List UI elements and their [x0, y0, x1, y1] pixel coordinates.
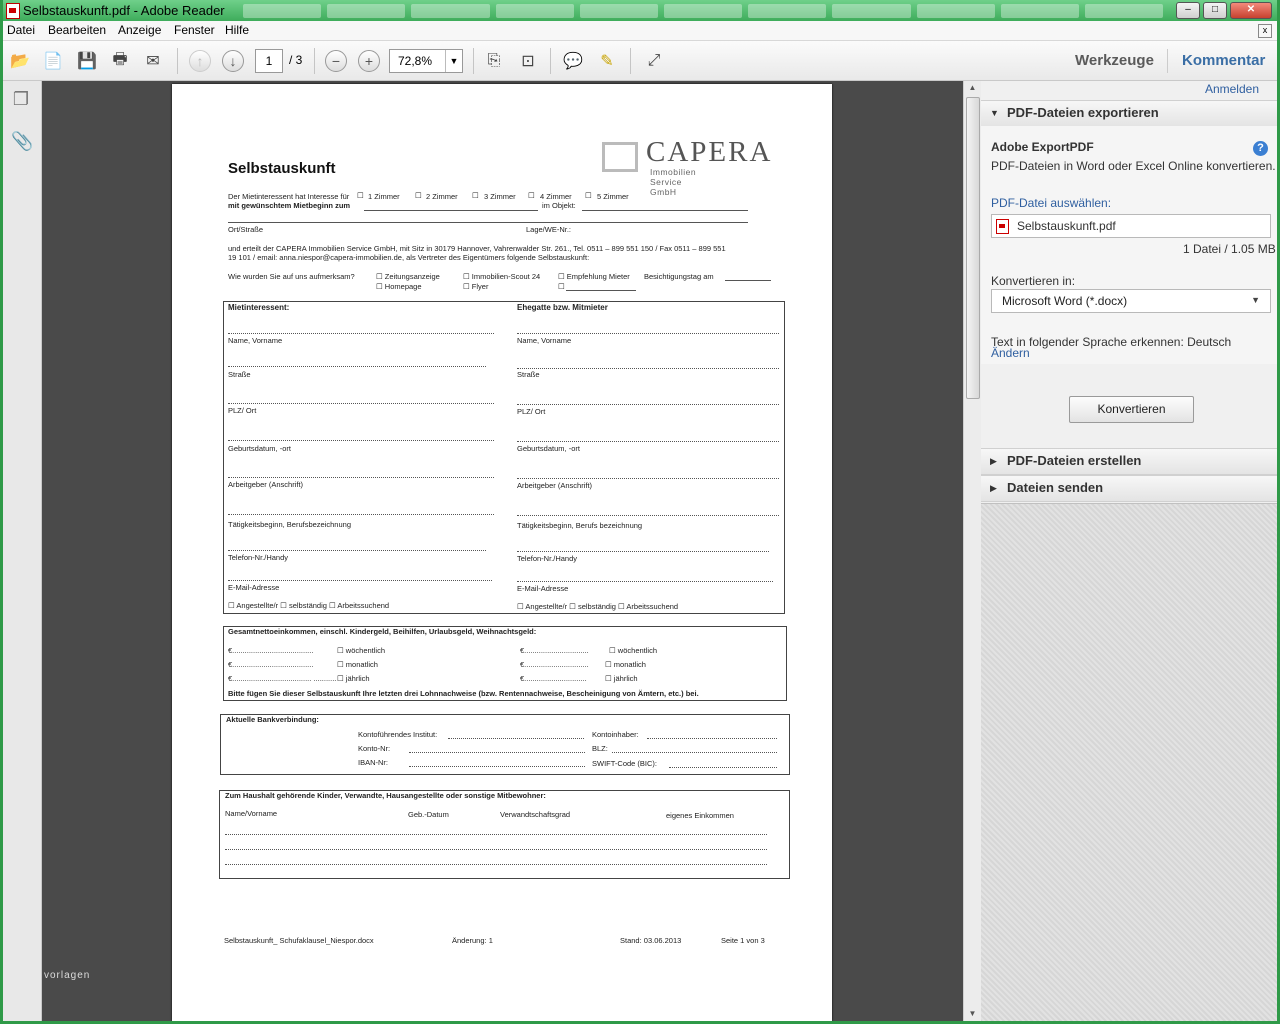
- maximize-button[interactable]: □: [1203, 2, 1227, 19]
- zoom-out-icon[interactable]: −: [325, 50, 347, 72]
- title-bar: [3, 0, 1277, 22]
- app-window: [3, 0, 1277, 1021]
- minimize-button[interactable]: –: [1176, 2, 1200, 19]
- comment-icon[interactable]: 💬: [563, 53, 583, 70]
- selected-file[interactable]: Selbstauskunft.pdf: [991, 214, 1271, 238]
- create-pdf-icon[interactable]: 📄: [43, 53, 63, 70]
- file-info: 1 Datei / 1.05 MB: [1183, 242, 1276, 256]
- export-description: PDF-Dateien in Word oder Excel Online konvertieren.: [991, 159, 1276, 173]
- zoom-value: 72,8%: [398, 54, 433, 68]
- page-total: / 3: [289, 53, 303, 67]
- scroll-down-icon[interactable]: ▼: [968, 1009, 977, 1018]
- scroll-up-icon[interactable]: ▲: [968, 83, 977, 92]
- anmelden-link[interactable]: Anmelden: [1204, 82, 1259, 96]
- navigation-pane: [3, 81, 42, 1021]
- menu-fenster[interactable]: Fenster: [174, 23, 215, 37]
- pdf-app-icon: [6, 3, 20, 19]
- chevron-down-icon[interactable]: ▼: [445, 50, 462, 72]
- zoom-select[interactable]: [389, 49, 463, 73]
- print-icon[interactable]: 🖶: [112, 50, 128, 68]
- fullscreen-icon[interactable]: ⤢: [647, 52, 661, 69]
- window-title: Selbstauskunft.pdf - Adobe Reader: [23, 3, 225, 18]
- convert-button[interactable]: Konvertieren: [1069, 396, 1194, 423]
- fit-page-icon[interactable]: ⎘: [487, 52, 501, 69]
- create-section-header[interactable]: ▶ PDF-Dateien erstellen: [981, 448, 1277, 475]
- open-icon[interactable]: 📂: [10, 53, 30, 70]
- document-title: Selbstauskunft: [228, 160, 336, 177]
- triangle-down-icon: ▼: [990, 108, 999, 118]
- export-title: Adobe ExportPDF: [991, 140, 1094, 154]
- attachment-icon[interactable]: 📎: [11, 131, 34, 151]
- menu-hilfe[interactable]: Hilfe: [225, 23, 250, 37]
- page-number-input[interactable]: 1: [255, 49, 283, 73]
- select-pdf-label: PDF-Datei auswählen:: [991, 196, 1112, 210]
- menu-bar: [3, 21, 1277, 41]
- prev-page-icon[interactable]: ↑: [189, 50, 211, 72]
- convert-to-label: Konvertieren in:: [991, 274, 1076, 288]
- watermark-text: vorlagen: [44, 970, 91, 981]
- send-section-header[interactable]: ▶ Dateien senden: [981, 475, 1277, 502]
- convert-format-select[interactable]: Microsoft Word (*.docx) ▼: [991, 289, 1271, 313]
- triangle-right-icon: ▶: [990, 456, 997, 466]
- pages-icon[interactable]: ❐: [12, 89, 30, 109]
- save-icon[interactable]: 💾: [77, 53, 97, 70]
- pdf-page: Selbstauskunft CAPERA Immobilien Service GmbH Der Mietinteressent hat Interesse für 1 Zimmer 2 Zimmer 3 Zimmer 4 Zimmer 5 Zimmer ☐ ☐ ☐ ☐ ☐ mit gewünschtem Mietbeginn zum im Objekt: Ort/Straße Lage/WE-Nr.: und erteilt der CAPERA Immobilien Service GmbH, mit Sitz in 30179 Hannover, Vahrenwalder Str. 261., Tel. 0511 – 899 551 150 / Fax 0511 – 899 551 19 101 / email: anna.niespor@capera-immobilien.de, als Vertreter des Eigentümers folgende Selbstauskunft: Wie wurden Sie auf uns aufmerksam? ☐ Zeitungsanzeige ☐ Immobilien-Scout 24 ☐ Empfehlung Mieter Besichtigungstag am ☐ Homepage ☐ Flyer ☐ Mietinteressent: Ehegatte bzw. Mitmieter Name, Vorname Name, Vorname Straße Straße PLZ/ Ort PLZ/ Ort Geburtsdatum, -ort Geburtsdatum, -ort Arbeitgeber (Anschrift) Arbeitgeber (Anschrift) Tätigkeitsbeginn, Berufsbezeichnung Tätigkeitsbeginn, Berufs bezeichnung Telefon-Nr./Handy Telefon-Nr./Handy E-Mail-Adresse E-Mail-Adresse ☐ Angestellte/r ☐ selbständig ☐ Arbeitssuchend ☐ Angestellte/r ☐ selbständig ☐ Arbeitssuchend Gesamtnettoeinkommen, einschl. Kindergeld, Beihilfen, Urlaubsgeld, Weihnachtsgeld: €....................................... €....................................... €...................................... ........... ☐ wöchentlich ☐ monatlich ☐ jährlich €............................... €............................... €.............................. ☐ wöchentlich ☐ monatlich ☐ jährlich Bitte fügen Sie dieser Selbstauskunft Ihre letzten drei Lohnnachweise (bzw. Rentennachweise, Bescheinigung von Ämtern, etc.) bei. Aktuelle Bankverbindung: Kontoführendes Institut: Konto-Nr: IBAN-Nr: Kontoinhaber: BLZ: SWIFT-Code (BIC): Zum Haushalt gehörende Kinder, Verwandte, Hausangestellte oder sonstige Mitbewohner: Name/Vorname Geb.-Datum Verwandtschaftsgrad eigenes Einkommen Selbstauskunft_ Schufaklausel_Niespor.docx Änderung: 1 Stand: 03.06.2013 Seite 1 von 3: [172, 84, 832, 1021]
- zoom-in-icon[interactable]: +: [358, 50, 380, 72]
- menu-datei[interactable]: Datei: [7, 23, 36, 37]
- chevron-down-icon: ▼: [1251, 295, 1260, 305]
- email-icon[interactable]: ✉: [146, 53, 160, 70]
- kommentar-button[interactable]: Kommentar: [1182, 52, 1266, 69]
- document-scrollbar[interactable]: [963, 81, 981, 1021]
- menu-bearbeiten[interactable]: Bearbeiten: [48, 23, 107, 37]
- export-section-body: [981, 126, 1277, 416]
- pdf-file-icon: [996, 219, 1009, 234]
- export-section-header[interactable]: ▼ PDF-Dateien exportieren: [981, 100, 1277, 127]
- change-language-link[interactable]: Ändern: [991, 346, 1030, 360]
- scroll-thumb[interactable]: [966, 97, 980, 399]
- werkzeuge-button[interactable]: Werkzeuge: [1075, 52, 1154, 69]
- toolbar: [3, 41, 1277, 81]
- highlight-icon[interactable]: ✎: [600, 53, 614, 70]
- background-taskbar: [243, 4, 1163, 18]
- panel-empty-area: [981, 503, 1277, 1021]
- triangle-right-icon: ▶: [990, 483, 997, 493]
- menu-anzeige[interactable]: Anzeige: [118, 23, 162, 37]
- close-button[interactable]: ✕: [1230, 2, 1272, 19]
- language-text: Text in folgender Sprache erkennen: Deutsch: [991, 335, 1232, 349]
- document-viewport[interactable]: [42, 81, 963, 1021]
- next-page-icon[interactable]: ↓: [222, 50, 244, 72]
- tools-panel: [981, 81, 1277, 1021]
- help-icon[interactable]: ?: [1253, 141, 1268, 156]
- close-document-icon[interactable]: x: [1258, 24, 1272, 38]
- fit-width-icon[interactable]: ⊡: [521, 53, 535, 70]
